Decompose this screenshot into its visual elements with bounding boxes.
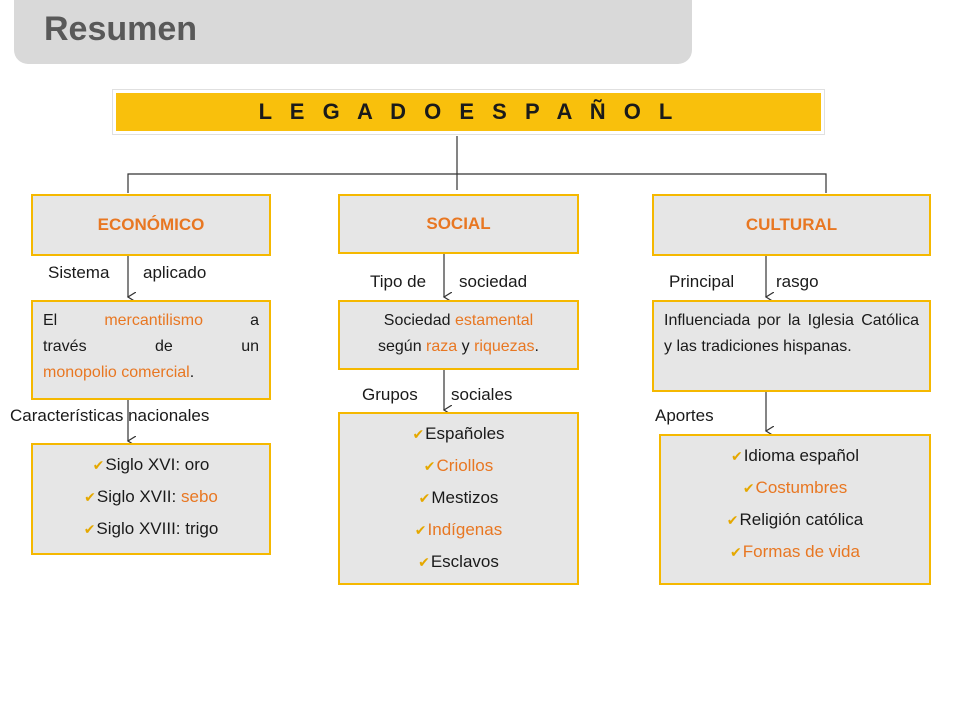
social-label1-b: sociedad bbox=[459, 272, 528, 291]
check-icon: ✔ bbox=[84, 489, 96, 505]
check-icon: ✔ bbox=[92, 457, 105, 473]
cultural-label1-a: Principal bbox=[669, 272, 735, 291]
check-icon: ✔ bbox=[730, 544, 742, 560]
list-item: ✔Esclavos bbox=[418, 552, 499, 571]
branch-line bbox=[128, 174, 826, 193]
cultural-heading-box bbox=[652, 194, 931, 256]
social-label1-a: Tipo de bbox=[370, 272, 427, 291]
cultural-items-box bbox=[659, 434, 931, 585]
economico-desc-box bbox=[31, 300, 271, 400]
desc-highlight: estamental bbox=[454, 312, 534, 329]
desc-word: de bbox=[154, 338, 173, 355]
desc-word: . bbox=[189, 364, 195, 381]
check-icon: ✔ bbox=[730, 448, 743, 464]
list-item: ✔Españoles bbox=[412, 424, 505, 443]
social-label2-b: sociales bbox=[451, 385, 513, 404]
check-icon: ✔ bbox=[742, 480, 755, 496]
list-item: ✔Indígenas bbox=[414, 520, 503, 539]
check-icon: ✔ bbox=[418, 554, 430, 570]
check-icon: ✔ bbox=[726, 512, 739, 528]
check-icon: ✔ bbox=[418, 490, 431, 506]
social-desc-line2: según raza y riquezas. bbox=[378, 338, 539, 355]
list-item: ✔Siglo XVIII: trigo bbox=[83, 519, 219, 538]
list-item: ✔Siglo XVI: oro bbox=[92, 455, 210, 474]
social-heading-box bbox=[338, 194, 579, 254]
social-desc-line1: Sociedad estamental bbox=[383, 312, 534, 329]
check-icon: ✔ bbox=[83, 521, 96, 537]
cultural-desc-box bbox=[652, 300, 931, 392]
check-icon: ✔ bbox=[423, 458, 436, 474]
economico-heading-box bbox=[31, 194, 271, 256]
economico-label2: Características nacionales bbox=[10, 406, 210, 425]
list-item: ✔Mestizos bbox=[418, 488, 499, 507]
economico-label1-a: Sistema bbox=[48, 263, 110, 282]
page-title: Resumen bbox=[44, 10, 198, 48]
list-item: ✔Siglo XVII: sebo bbox=[84, 487, 218, 506]
economico-heading: ECONÓMICO bbox=[97, 215, 205, 234]
desc-highlight: riquezas bbox=[474, 338, 535, 355]
check-icon: ✔ bbox=[414, 522, 427, 538]
cultural-label2: Aportes bbox=[655, 406, 714, 425]
social-label2-a: Grupos bbox=[362, 385, 418, 404]
check-icon: ✔ bbox=[412, 426, 425, 442]
desc-word: a bbox=[250, 312, 259, 329]
economico-label1-b: aplicado bbox=[143, 263, 207, 282]
desc-word: un bbox=[241, 338, 259, 355]
desc-highlight: raza bbox=[426, 338, 458, 355]
desc-highlight: mercantilismo bbox=[104, 312, 203, 329]
cultural-desc: Influenciada por la Iglesia Católica y las tradiciones hispanas. bbox=[664, 312, 919, 355]
list-item: ✔Costumbres bbox=[742, 478, 848, 497]
cultural-heading: CULTURAL bbox=[745, 215, 838, 234]
list-item: ✔Idioma español bbox=[730, 446, 860, 465]
economico-desc-line1 bbox=[43, 308, 259, 334]
social-desc-box bbox=[338, 300, 579, 370]
social-items-box bbox=[338, 412, 579, 585]
desc-word: El bbox=[43, 312, 58, 329]
list-item: ✔Formas de vida bbox=[730, 542, 860, 561]
social-heading: SOCIAL bbox=[426, 214, 491, 233]
legacy-title: L E G A D O E S P A Ñ O L bbox=[258, 99, 679, 124]
cultural-label1-b: rasgo bbox=[776, 272, 819, 291]
list-item: ✔Criollos bbox=[423, 456, 494, 475]
economico-items-box bbox=[31, 443, 271, 555]
economico-desc-line2 bbox=[43, 334, 259, 360]
desc-highlight: monopolio comercial bbox=[43, 364, 190, 381]
desc-word: través bbox=[43, 338, 87, 355]
list-item: ✔Religión católica bbox=[726, 510, 864, 529]
economico-desc-line3 bbox=[43, 360, 259, 386]
